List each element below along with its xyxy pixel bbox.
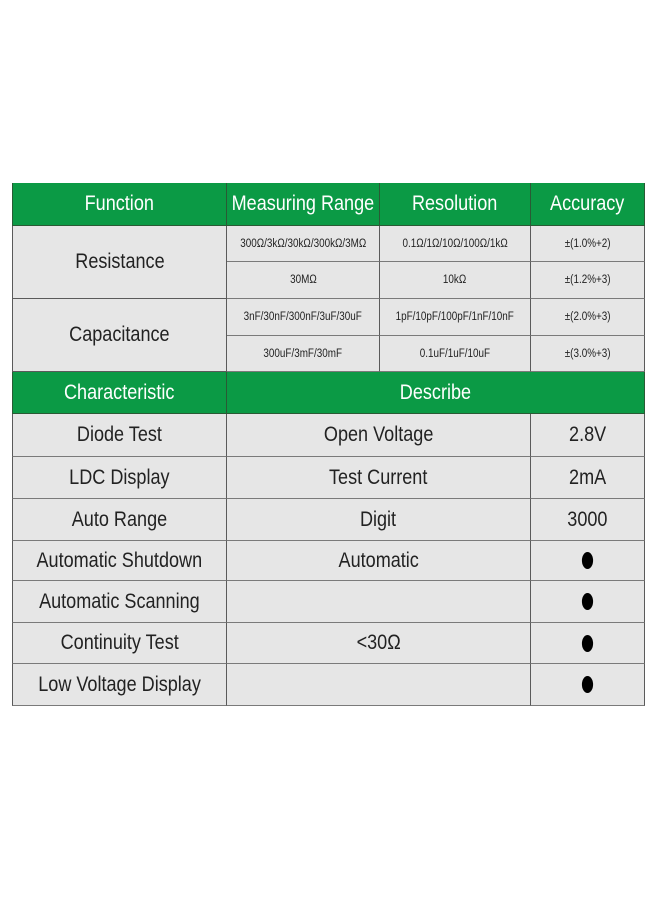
characteristic-value: 3000: [531, 499, 645, 541]
characteristic-row: [12, 499, 645, 541]
feature-dot-icon: [582, 552, 593, 569]
characteristic-name: Automatic Shutdown: [12, 541, 227, 581]
capacitance-row-2: [227, 336, 645, 372]
range-cell: 3nF/30nF/300nF/3uF/30uF: [227, 299, 380, 336]
feature-dot-icon: [582, 593, 593, 610]
resistance-row-1: [227, 226, 645, 262]
function-resistance: Resistance: [12, 226, 227, 299]
characteristic-name: Automatic Scanning: [12, 581, 227, 623]
characteristic-value: 2.8V: [531, 414, 645, 457]
header-accuracy: Accuracy: [531, 183, 645, 226]
characteristic-describe: Test Current: [227, 457, 531, 499]
characteristic-value: [531, 623, 645, 664]
characteristic-describe: Automatic: [227, 541, 531, 581]
header-describe: Describe: [227, 372, 645, 414]
feature-dot-icon: [582, 676, 593, 693]
accuracy-cell: ±(1.0%+2): [531, 226, 645, 262]
characteristic-row: [12, 414, 645, 457]
characteristic-name: Low Voltage Display: [12, 664, 227, 706]
capacitance-row-1: [227, 299, 645, 336]
resolution-cell: 0.1uF/1uF/10uF: [380, 336, 531, 372]
header-measuring-range: Measuring Range: [227, 183, 380, 226]
characteristic-describe: [227, 664, 531, 706]
resolution-cell: 0.1Ω/1Ω/10Ω/100Ω/1kΩ: [380, 226, 531, 262]
characteristic-row: [12, 664, 645, 706]
characteristic-name: Auto Range: [12, 499, 227, 541]
spec-header-row: [12, 183, 645, 226]
accuracy-cell: ±(3.0%+3): [531, 336, 645, 372]
characteristic-name: Diode Test: [12, 414, 227, 457]
range-cell: 30MΩ: [227, 262, 380, 299]
range-cell: 300uF/3mF/30mF: [227, 336, 380, 372]
function-capacitance: Capacitance: [12, 299, 227, 372]
characteristic-row: [12, 581, 645, 623]
accuracy-cell: ±(2.0%+3): [531, 299, 645, 336]
header-characteristic: Characteristic: [12, 372, 227, 414]
feature-dot-icon: [582, 635, 593, 652]
characteristic-row: [12, 541, 645, 581]
characteristic-describe: [227, 581, 531, 623]
characteristic-header-row: [12, 372, 645, 414]
characteristic-describe: Digit: [227, 499, 531, 541]
characteristic-name: Continuity Test: [12, 623, 227, 664]
header-function: Function: [12, 183, 227, 226]
header-resolution: Resolution: [380, 183, 531, 226]
characteristic-value: 2mA: [531, 457, 645, 499]
resolution-cell: 1pF/10pF/100pF/1nF/10nF: [380, 299, 531, 336]
characteristic-describe: <30Ω: [227, 623, 531, 664]
characteristic-name: LDC Display: [12, 457, 227, 499]
resistance-row-2: [227, 262, 645, 299]
range-cell: 300Ω/3kΩ/30kΩ/300kΩ/3MΩ: [227, 226, 380, 262]
accuracy-cell: ±(1.2%+3): [531, 262, 645, 299]
characteristic-row: [12, 457, 645, 499]
characteristic-describe: Open Voltage: [227, 414, 531, 457]
characteristic-value: [531, 664, 645, 706]
characteristic-value: [531, 541, 645, 581]
characteristic-value: [531, 581, 645, 623]
characteristic-row: [12, 623, 645, 664]
resolution-cell: 10kΩ: [380, 262, 531, 299]
